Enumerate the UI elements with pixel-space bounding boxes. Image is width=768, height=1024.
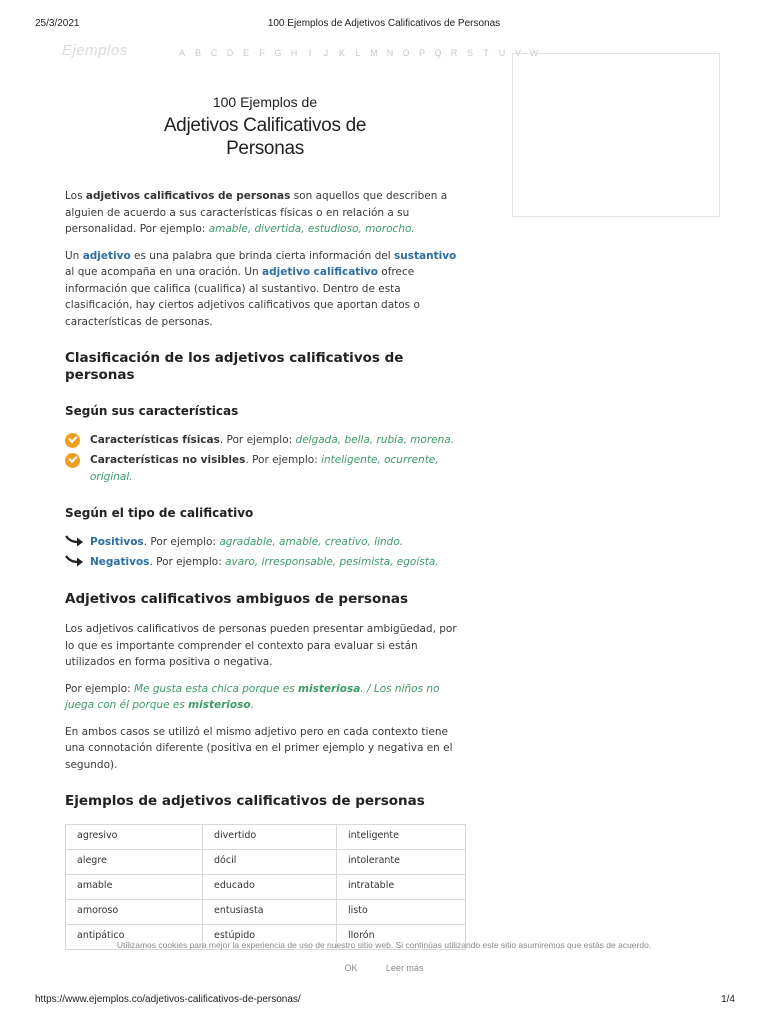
table-cell: alegre [66,849,203,874]
curved-arrow-icon [65,534,85,548]
alphabet-letter[interactable]: L [355,48,361,58]
title-line-1: Adjetivos Calificativos de [163,115,367,136]
ambiguity-paragraph: Los adjetivos calificativos de personas pueden presentar ambigüedad, por lo que es importante comprender el contexto para evaluar si están utilizados en forma positiva o negativa. [65,623,457,668]
heading-caracteristicas: Según sus características [65,404,239,418]
table-cell: entusiasta [203,899,337,924]
link-positivos[interactable]: Positivos [90,535,144,548]
curved-arrow-icon [65,554,85,568]
alphabet-letter[interactable]: O [402,48,410,58]
link-adjetivo-calificativo[interactable]: adjetivo calificativo [262,266,378,278]
heading-tipo: Según el tipo de calificativo [65,506,254,520]
check-icon [65,433,80,448]
table-cell: antipático [66,924,203,949]
alphabet-letter[interactable]: E [242,48,249,58]
cookie-text: Utilizamos cookies para mejor la experiencia de uso de nuestro sitio web. Si continúas utilizando este sitio asumiremos que estás de acuerdo. [116,940,652,950]
example-paragraph: Por ejemplo: Me gusta esta chica porque es misteriosa. / Los niños no juega con él porque es misterioso. [65,682,440,711]
list-item: Características físicas. Por ejemplo: delgada, bella, rubia, morena. [65,432,465,449]
cookie-ok-button[interactable]: OK [344,963,358,973]
heading-ambiguos: Adjetivos calificativos ambiguos de personas [65,590,408,607]
alphabet-letter[interactable]: D [226,48,234,58]
table-cell: divertido [203,824,337,849]
alphabet-letter[interactable]: I [308,48,312,58]
alphabet-letter[interactable]: A [178,48,185,58]
table-cell: intolerante [337,849,466,874]
table-cell: dócil [203,849,337,874]
alphabet-letter[interactable]: K [338,48,345,58]
title-prefix: 100 Ejemplos de [212,94,318,110]
page-number: 1/4 [721,994,735,1005]
print-url: https://www.ejemplos.co/adjetivos-calificativos-de-personas/ [35,994,301,1005]
alphabet-letter[interactable]: M [370,48,378,58]
alphabet-letter[interactable]: J [323,48,329,58]
alphabet-letter[interactable]: R [450,48,458,58]
alphabet-letter[interactable]: G [274,48,282,58]
alphabet-letter[interactable]: S [466,48,473,58]
print-title: 100 Ejemplos de Adjetivos Calificativos de Personas [267,18,501,29]
table-row [66,824,466,849]
site-logo[interactable]: Ejemplos [62,42,128,59]
table-cell: intratable [337,874,466,899]
alphabet-letter[interactable]: V [514,48,521,58]
alphabet-letter[interactable]: N [386,48,394,58]
alphabet-letter[interactable]: W [529,48,539,58]
definition-paragraph: Un adjetivo es una palabra que brinda cierta información del sustantivo al que acompaña en una oración. Un adjetivo calificativo ofrece información que califica (cualifica) al sustantivo. Dentro de esta clasificación, hay ciertos adjetivos calificativos que aportan datos o características de personas. [65,249,457,328]
conclusion-paragraph: En ambos casos se utilizó el mismo adjetivo pero en cada contexto tiene una connotación diferente (positiva en el primer ejemplo y negativa en el segundo). [65,725,453,771]
link-sustantivo[interactable]: sustantivo [394,249,457,262]
table-cell: educado [203,874,337,899]
article-title [65,94,465,160]
cookie-banner [0,940,768,973]
list-item: Negativos. Por ejemplo: avaro, irresponsable, pesimista, egoísta. [65,554,465,571]
table-cell: inteligente [337,824,466,849]
table-cell: estúpido [203,924,337,949]
alphabet-letter[interactable]: U [498,48,506,58]
table-row [66,874,466,899]
list-item: Positivos. Por ejemplo: agradable, amable, creativo, lindo. [65,534,465,551]
alphabet-letter[interactable]: H [290,48,298,58]
alphabet-letter[interactable]: P [418,48,425,58]
title-line-2: Personas [226,138,304,159]
tipos-list [65,534,465,571]
ad-placeholder [512,53,720,217]
caracteristicas-list [65,432,465,486]
table-row [66,899,466,924]
title-main [65,114,465,160]
table-cell: agresivo [66,824,203,849]
table-cell: listo [337,899,466,924]
link-adjetivo[interactable]: adjetivo [82,249,131,262]
print-date: 25/3/2021 [35,18,80,29]
alphabet-nav [174,48,542,58]
cookie-read-more-link[interactable]: Leer más [385,963,424,973]
heading-clasificacion: Clasificación de los adjetivos calificativos de personas [65,350,404,383]
intro-paragraph: Los adjetivos calificativos de personas son aquellos que describen a alguien de acuerdo a sus características físicas o en relación a su personalidad. Por ejemplo: amable, divertida, estudioso, morocho. [65,190,448,235]
table-cell: llorón [337,924,466,949]
link-negativos[interactable]: Negativos [90,556,150,568]
alphabet-letter[interactable]: F [259,48,265,58]
table-row [66,849,466,874]
heading-ejemplos: Ejemplos de adjetivos calificativos de personas [65,793,425,809]
list-item: Características no visibles. Por ejemplo: inteligente, ocurrente, original. [65,452,465,485]
alphabet-letter[interactable]: Q [434,48,442,58]
check-icon [65,453,80,468]
article-body [65,188,465,950]
examples-table [65,824,466,950]
alphabet-letter[interactable]: C [210,48,218,58]
alphabet-letter[interactable]: B [194,48,201,58]
table-cell: amable [66,874,203,899]
table-cell: amoroso [66,899,203,924]
alphabet-letter[interactable]: T [483,48,489,58]
